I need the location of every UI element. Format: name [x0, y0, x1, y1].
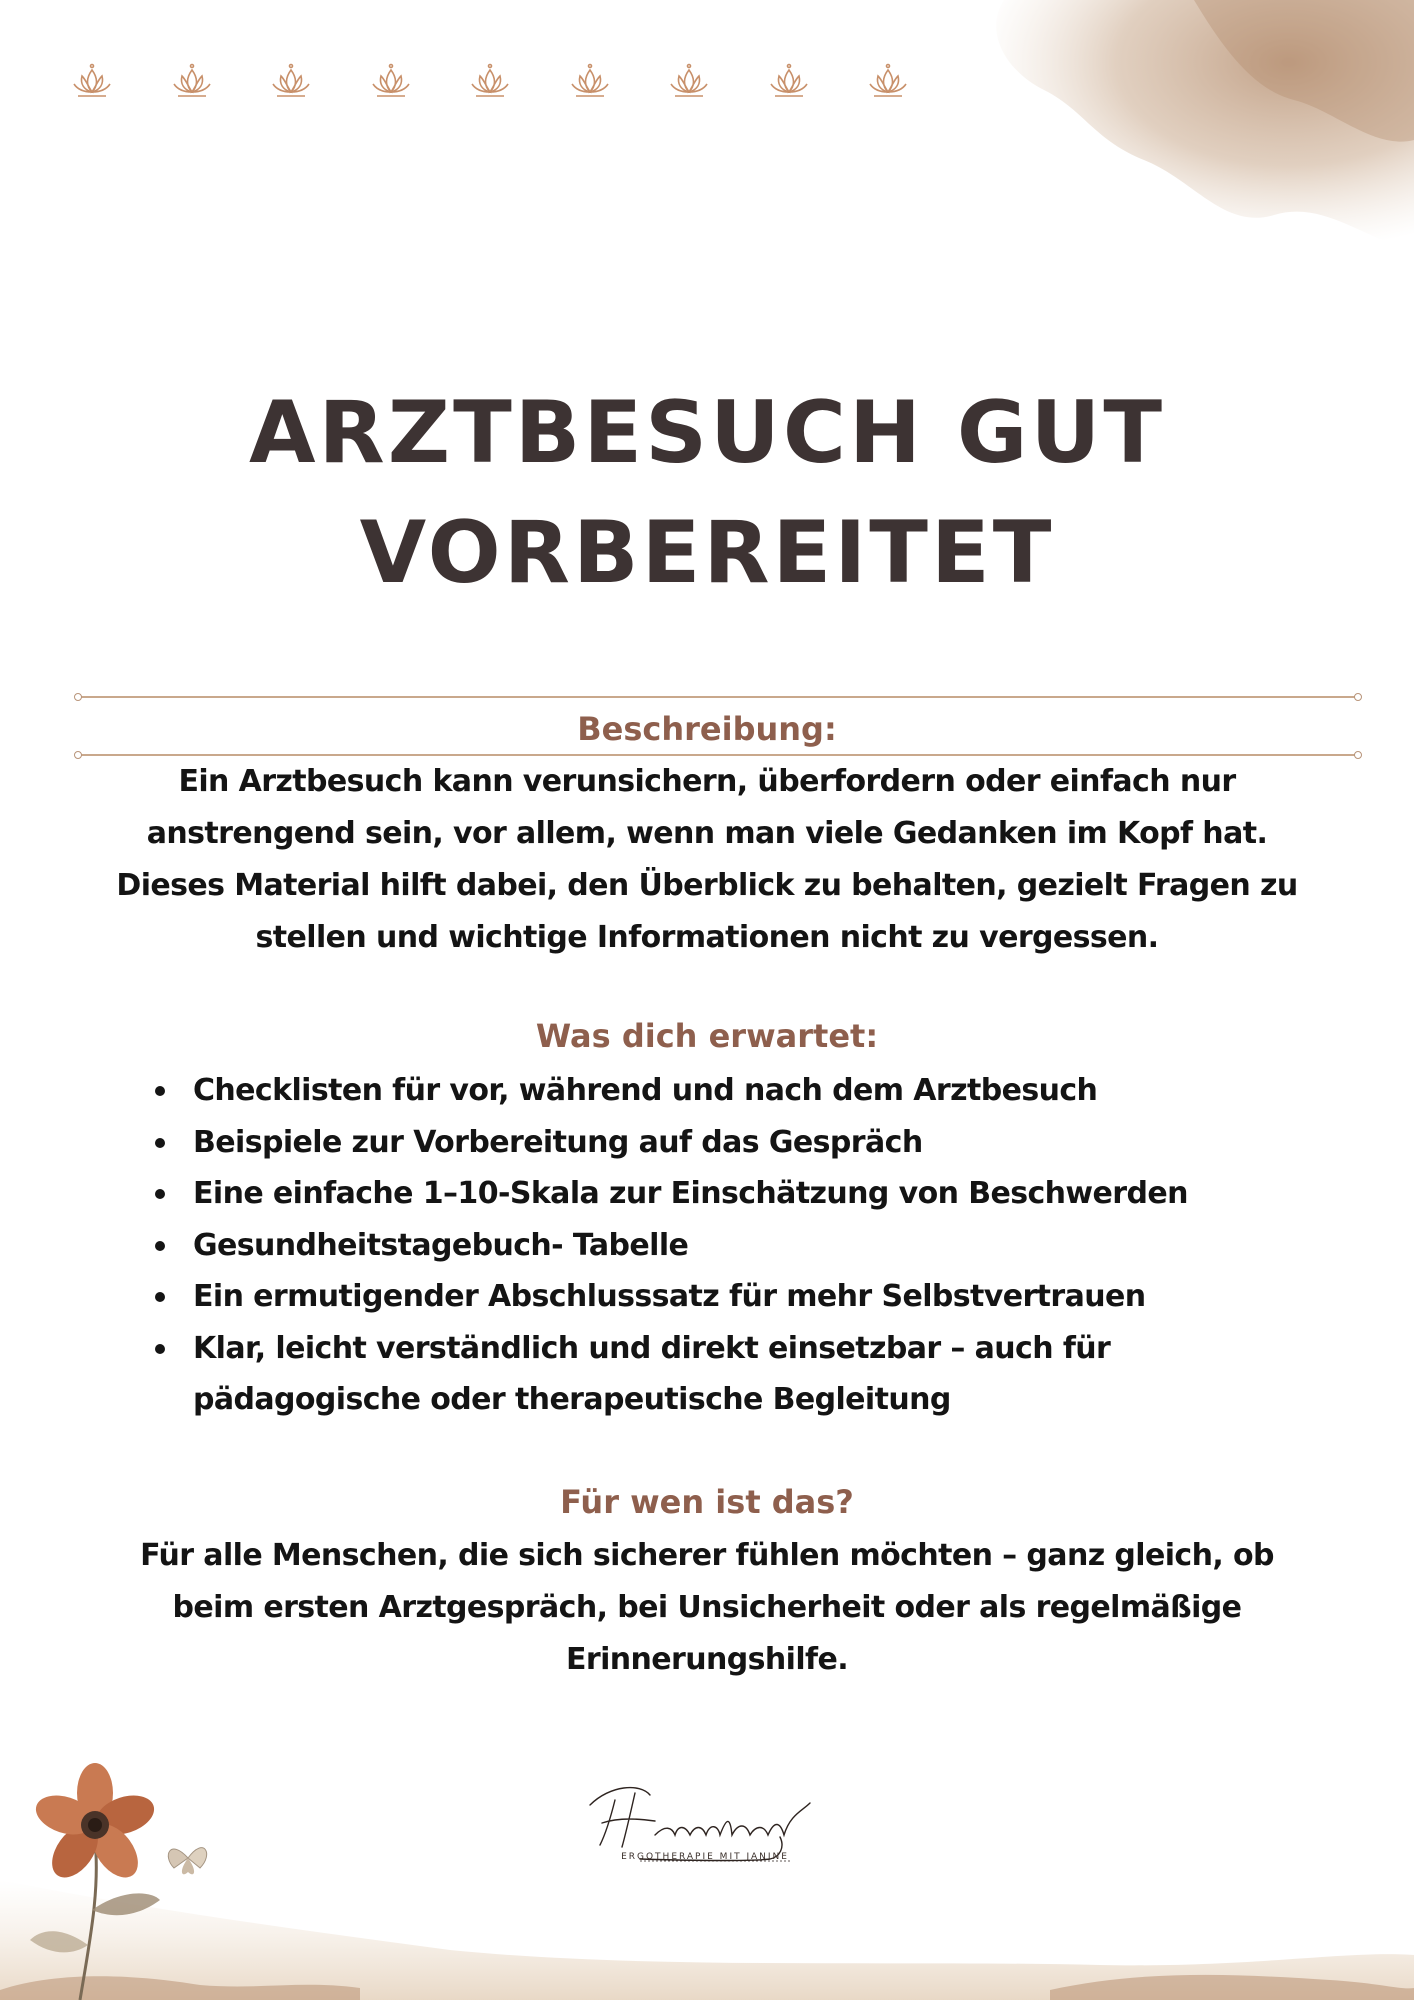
description-heading: Beschreibung:: [577, 710, 837, 748]
flower-illustration: [0, 1730, 260, 2000]
title-line-1: ARZTBESUCH GUT: [249, 382, 1165, 483]
lotus-ornament-row: [70, 62, 910, 106]
audience-heading: Für wen ist das?: [560, 1483, 854, 1521]
list-item: Checklisten für vor, während und nach dem Arztbesuch: [145, 1065, 1325, 1117]
lotus-icon: [568, 62, 612, 102]
lotus-icon: [269, 62, 313, 102]
expect-heading: Was dich erwartet:: [535, 1017, 879, 1055]
audience-text: Für alle Menschen, die sich sicherer fühlen möchten – ganz gleich, ob beim ersten Arztgespräch, bei Unsicherheit oder als regelmäßige Erinnerungshilfe.: [140, 1538, 1274, 1677]
list-item: Klar, leicht verständlich und direkt einsetzbar – auch für pädagogische oder therapeutische Begleitung: [145, 1323, 1325, 1426]
description-text: Ein Arztbesuch kann verunsichern, überfordern oder einfach nur anstrengend sein, vor allem, wenn man viele Gedanken im Kopf hat. Dieses Material hilft dabei, den Überblick zu behalten, gezielt Fragen zu stellen und wichtige Informationen nicht zu vergessen.: [116, 764, 1298, 955]
list-item: Beispiele zur Vorbereitung auf das Gespräch: [145, 1117, 1325, 1169]
page-title: [0, 373, 1414, 613]
lotus-icon: [70, 62, 114, 102]
divider-top: [80, 696, 1356, 698]
lotus-icon: [468, 62, 512, 102]
expect-list: [145, 1065, 1325, 1426]
lotus-icon: [866, 62, 910, 102]
watercolor-wash-top: [894, 0, 1414, 270]
lotus-icon: [369, 62, 413, 102]
lotus-icon: [170, 62, 214, 102]
list-item: Gesundheitstagebuch- Tabelle: [145, 1220, 1325, 1272]
title-line-2: VORBEREITET: [359, 502, 1055, 603]
brand-subtitle: ERGOTHERAPIE MIT JANINE: [621, 1852, 789, 1862]
lotus-icon: [667, 62, 711, 102]
lotus-icon: [767, 62, 811, 102]
list-item: Eine einfache 1–10-Skala zur Einschätzung von Beschwerden: [145, 1168, 1325, 1220]
list-item: Ein ermutigender Abschlusssatz für mehr Selbstvertrauen: [145, 1271, 1325, 1323]
